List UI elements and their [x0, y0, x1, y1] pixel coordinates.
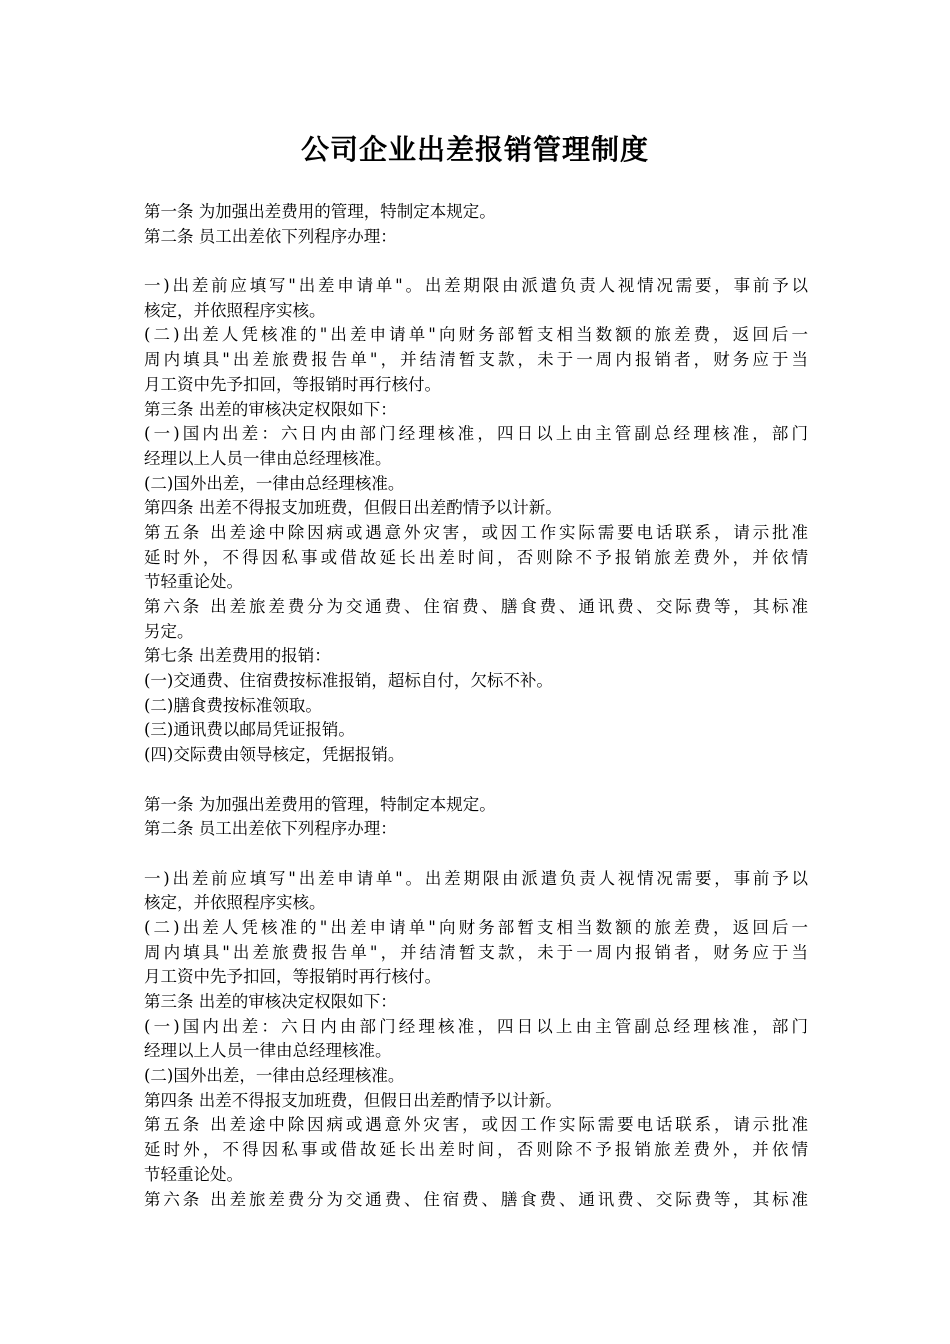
paragraph-line: 一)出差前应填写"出差申请单"。出差期限由派遣负责人视情况需要，事前予以 — [144, 276, 808, 296]
paragraph-line: 延时外，不得因私事或借故延长出差时间，否则除不予报销旅差费外，并依情 — [144, 547, 808, 567]
blank-line — [144, 842, 808, 867]
paragraph-line: 第七条 出差费用的报销： — [144, 646, 331, 666]
paragraph-line: (一)交通费、住宿费按标准报销，超标自付，欠标不补。 — [144, 671, 553, 691]
paragraph-line: (二)国外出差，一律由总经理核准。 — [144, 473, 405, 493]
paragraph-line: (二)国外出差，一律由总经理核准。 — [144, 1066, 405, 1086]
paragraph-line: 周内填具"出差旅费报告单"，并结清暂支款，未于一周内报销者，财务应于当 — [144, 350, 808, 370]
paragraph-line: 节轻重论处。 — [144, 572, 243, 592]
paragraph-line: (一)国内出差：六日内由部门经理核准，四日以上由主管副总经理核准，部门 — [144, 1016, 808, 1036]
paragraph-line: 第六条 出差旅差费分为交通费、住宿费、膳食费、通讯费、交际费等，其标准 — [144, 1189, 808, 1209]
paragraph-line: (二)出差人凭核准的"出差申请单"向财务部暂支相当数额的旅差费，返回后一 — [144, 325, 808, 345]
paragraph-line: 一)出差前应填写"出差申请单"。出差期限由派遣负责人视情况需要，事前予以 — [144, 868, 808, 888]
paragraph-line: (四)交际费由领导核定，凭据报销。 — [144, 745, 405, 765]
blank-line — [144, 768, 808, 793]
paragraph-line: 节轻重论处。 — [144, 1164, 243, 1184]
paragraph-line: 第五条 出差途中除因病或遇意外灾害，或因工作实际需要电话联系，请示批准 — [144, 1115, 808, 1135]
blank-line — [144, 249, 808, 274]
paragraph-line: 第六条 出差旅差费分为交通费、住宿费、膳食费、通讯费、交际费等，其标准 — [144, 597, 808, 616]
paragraph-line: 第五条 出差途中除因病或遇意外灾害，或因工作实际需要电话联系，请示批准 — [144, 522, 808, 542]
paragraph-line: 第一条 为加强出差费用的管理，特制定本规定。 — [144, 794, 496, 814]
paragraph-line: 核定，并依照程序实核。 — [144, 893, 326, 913]
paragraph-line: 经理以上人员一律由总经理核准。 — [144, 448, 392, 468]
paragraph-line: 第二条 员工出差依下列程序办理： — [144, 819, 397, 839]
paragraph-line: (三)通讯费以邮局凭证报销。 — [144, 720, 355, 740]
paragraph-line: 第三条 出差的审核决定权限如下： — [144, 992, 397, 1011]
paragraph-line: 第一条 为加强出差费用的管理，特制定本规定。 — [144, 202, 496, 221]
paragraph-line: 经理以上人员一律由总经理核准。 — [144, 1041, 392, 1061]
paragraph-line: 月工资中先予扣回，等报销时再行核付。 — [144, 967, 441, 987]
paragraph-line: 第四条 出差不得报支加班费，但假日出差酌情予以计新。 — [144, 1090, 562, 1110]
paragraph-line: 核定，并依照程序实核。 — [144, 300, 326, 320]
paragraph-line: 另定。 — [144, 621, 194, 641]
paragraph-line: 第二条 员工出差依下列程序办理： — [144, 226, 397, 246]
document-body — [144, 200, 808, 1212]
paragraph-line: (二)出差人凭核准的"出差申请单"向财务部暂支相当数额的旅差费，返回后一 — [144, 917, 808, 937]
paragraph-line: 周内填具"出差旅费报告单"，并结清暂支款，未于一周内报销者，财务应于当 — [144, 942, 808, 962]
paragraph-line: 第四条 出差不得报支加班费，但假日出差酌情予以计新。 — [144, 498, 562, 518]
paragraph-line: (二)膳食费按标准领取。 — [144, 695, 322, 715]
document-title: 公司企业出差报销管理制度 — [300, 133, 649, 166]
paragraph-line: 月工资中先予扣回，等报销时再行核付。 — [144, 374, 441, 394]
paragraph-line: (一)国内出差：六日内由部门经理核准，四日以上由主管副总经理核准，部门 — [144, 424, 808, 444]
paragraph-line: 第三条 出差的审核决定权限如下： — [144, 399, 397, 419]
paragraph-line: 延时外，不得因私事或借故延长出差时间，否则除不予报销旅差费外，并依情 — [144, 1140, 808, 1160]
